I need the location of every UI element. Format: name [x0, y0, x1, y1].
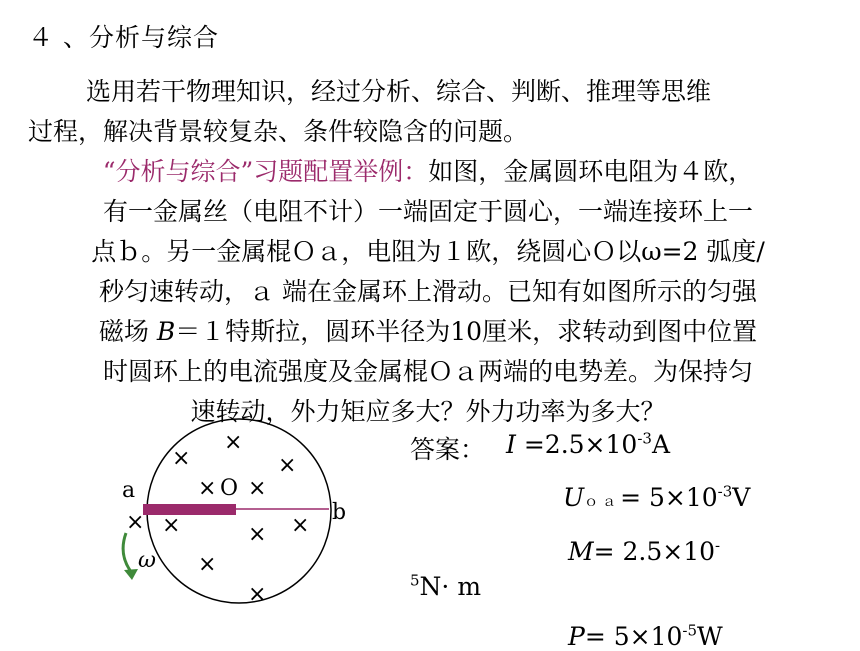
- field-cross: ×: [126, 510, 145, 535]
- rotation-arrow: [123, 533, 132, 573]
- answer-torque: [568, 537, 720, 566]
- magnetic-field-symbol: B: [156, 317, 176, 346]
- voltage-unit: V: [732, 483, 751, 512]
- field-cross: ×: [248, 476, 267, 501]
- intro-line-1: 选用若干物理知识，经过分析、综合、判断、推理等思维: [86, 77, 712, 106]
- voltage-symbol: U: [563, 483, 585, 512]
- answer-current: [506, 430, 670, 459]
- field-cross: ×: [291, 513, 310, 538]
- metal-rod-oa: [143, 504, 236, 515]
- field-cross: ×: [162, 513, 181, 538]
- field-cross: ×: [278, 453, 297, 478]
- intro-line-2: 过程，解决背景较复杂、条件较隐含的问题。: [28, 117, 529, 146]
- torque-unit: N· m: [419, 572, 482, 601]
- circuit-figure: [110, 415, 350, 645]
- example-line-2: 有一金属丝（电阻不计）一端固定于圆心，一端连接环上一: [102, 197, 753, 226]
- power-symbol: P: [568, 622, 585, 651]
- example-line-1: [28, 152, 828, 192]
- voltage-value: = 5×10: [620, 483, 718, 512]
- current-value: =2.5×10: [515, 430, 638, 459]
- rotation-arrow-head: [124, 569, 138, 580]
- field-cross: ×: [248, 522, 267, 547]
- torque-value: = 2.5×10: [593, 537, 716, 566]
- field-cross: ×: [224, 430, 243, 455]
- example-line-1-rest: 如图，金属圆环电阻为４欧，: [428, 157, 754, 186]
- label-a: a: [122, 478, 136, 503]
- example-paragraph: [28, 152, 828, 432]
- voltage-exponent: -3: [717, 482, 733, 501]
- label-omega: ω: [138, 548, 156, 573]
- example-line-5-start: 磁场: [98, 317, 157, 346]
- torque-exponent-end: 5: [410, 571, 420, 590]
- answer-label: 答案：: [410, 435, 486, 464]
- voltage-subscript: ｏａ: [584, 494, 621, 510]
- intro-paragraph: [28, 72, 711, 152]
- field-cross: ×: [198, 552, 217, 577]
- field-cross: ×: [198, 476, 217, 501]
- torque-exponent-start: -: [715, 536, 721, 555]
- answer-power: [568, 622, 723, 651]
- example-line-5: [28, 312, 828, 352]
- label-o: O: [220, 476, 239, 501]
- example-line-3: 点ｂ。另一金属棍Ｏａ，电阻为１欧，绕圆心Ｏ以ω=2 弧度/: [91, 237, 765, 266]
- power-unit: W: [697, 622, 723, 651]
- current-exponent: -3: [637, 429, 652, 448]
- example-lead: “分析与综合”习题配置举例：: [102, 157, 429, 186]
- current-unit: A: [651, 430, 670, 459]
- example-line-5-end: ＝１特斯拉，圆环半径为10厘米，求转动到图中位置: [175, 317, 758, 346]
- power-value: = 5×10: [584, 622, 683, 651]
- power-exponent: -5: [682, 621, 698, 640]
- torque-symbol: M: [568, 537, 594, 566]
- example-line-4: 秒匀速转动，ａ 端在金属环上滑动。已知有如图所示的匀强: [99, 277, 757, 306]
- section-heading: ４ 、分析与综合: [28, 23, 219, 52]
- answer-torque-cont: [410, 572, 481, 601]
- current-symbol: I: [506, 430, 516, 459]
- answer-voltage: [563, 483, 750, 512]
- example-line-6: 时圆环上的电流强度及金属棍Ｏａ两端的电势差。为保持匀: [102, 357, 753, 386]
- example-line-7: 速转动，外力矩应多大？外力功率为多大？: [190, 397, 666, 426]
- field-cross: ×: [248, 582, 267, 607]
- label-b: b: [332, 500, 347, 525]
- field-cross: ×: [172, 446, 191, 471]
